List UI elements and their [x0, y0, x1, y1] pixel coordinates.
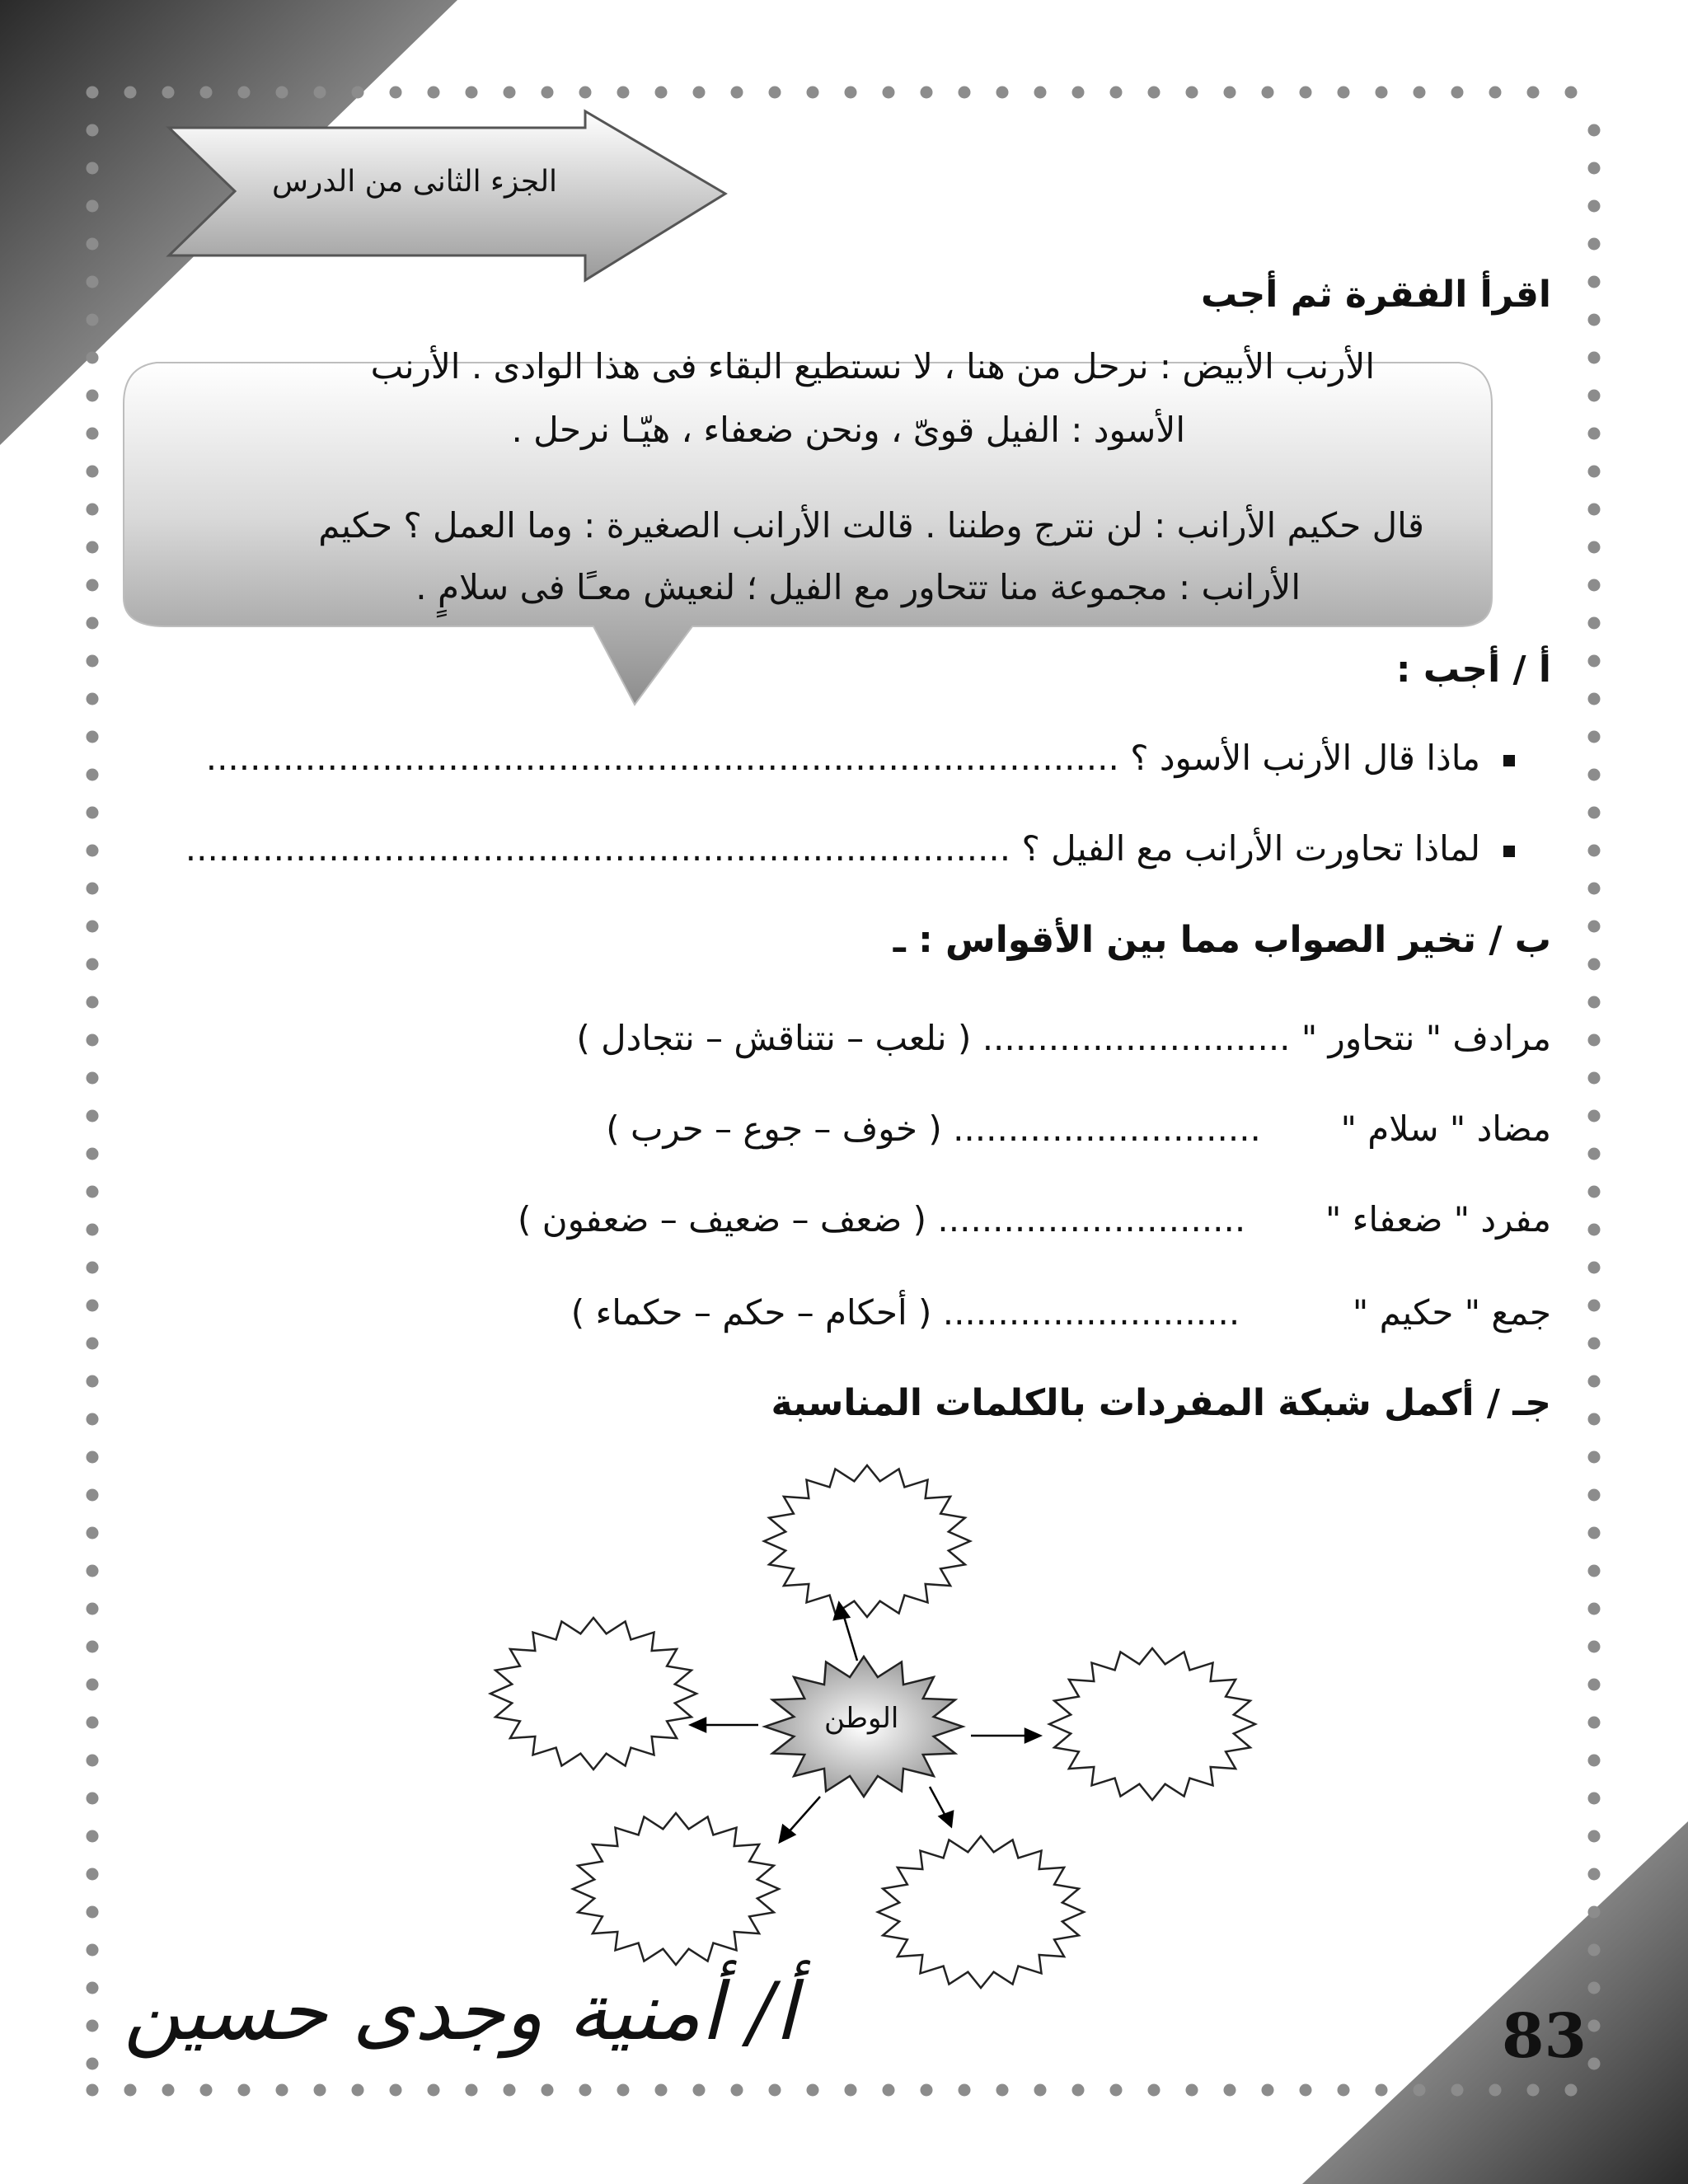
choice-prompt: جمع " حكيم ": [1352, 1292, 1551, 1333]
passage-line: الأرنب الأبيض : نرحل من هنا ، لا نستطيع البقاء فى هذا الوادى . الأرنب: [370, 346, 1375, 387]
answer-dots[interactable]: ............................: [937, 1199, 1246, 1240]
frame-dot: [87, 1641, 99, 1653]
frame-dot: [1588, 1034, 1601, 1047]
frame-dot: [87, 1565, 99, 1577]
choice-options: ( نلعب – نتناقش – نتجادل ): [576, 1018, 972, 1058]
frame-dot: [314, 87, 326, 99]
frame-dot: [1588, 1906, 1601, 1919]
frame-dot: [731, 87, 743, 99]
frame-dot: [1414, 87, 1426, 99]
web-node-bottom-right: [878, 1836, 1084, 1988]
question-2: [185, 828, 1515, 869]
frame-dot: [1588, 731, 1601, 743]
frame-dot: [1588, 1224, 1601, 1236]
answer-dots[interactable]: ...................................................................................: [205, 738, 1119, 778]
frame-dot: [769, 2084, 781, 2097]
frame-dot: [1588, 1262, 1601, 1274]
frame-dot: [1588, 807, 1601, 819]
frame-dot: [87, 428, 99, 440]
web-node-bottom-left: [573, 1813, 779, 1965]
frame-dot: [1588, 200, 1601, 213]
frame-dot: [1588, 883, 1601, 895]
frame-dot: [1588, 617, 1601, 630]
frame-dot: [807, 2084, 819, 2097]
frame-dot: [1588, 1982, 1601, 1994]
frame-dot: [87, 1603, 99, 1615]
frame-dot: [1565, 2084, 1578, 2097]
frame-dot: [87, 1830, 99, 1843]
frame-dot: [1588, 1793, 1601, 1805]
question-text: لماذا تحاورت الأرانب مع الفيل ؟: [1021, 828, 1480, 869]
frame-dot: [87, 1906, 99, 1919]
frame-dot: [238, 2084, 251, 2097]
frame-dot: [959, 2084, 971, 2097]
frame-dot: [1588, 162, 1601, 175]
frame-dot: [1588, 579, 1601, 592]
frame-dot: [87, 579, 99, 592]
frame-dot: [162, 87, 175, 99]
frame-dot: [1588, 124, 1601, 137]
frame-dot: [1110, 2084, 1123, 2097]
frame-dot: [1300, 2084, 1312, 2097]
frame-dot: [87, 1451, 99, 1464]
frame-dot: [1148, 2084, 1160, 2097]
frame-dot: [921, 2084, 933, 2097]
frame-dot: [1262, 2084, 1274, 2097]
author-signature: أ/ أمنية وجدى حسين: [124, 1966, 797, 2058]
frame-dot: [959, 87, 971, 99]
frame-dot: [1588, 1186, 1601, 1198]
frame-dot: [87, 1072, 99, 1085]
frame-dot: [655, 2084, 668, 2097]
frame-dot: [1588, 1489, 1601, 1502]
page-number: 83: [1502, 2001, 1587, 2072]
frame-dot: [87, 1717, 99, 1729]
frame-dot: [87, 1110, 99, 1122]
frame-dot: [693, 87, 706, 99]
frame-dot: [1451, 87, 1464, 99]
frame-dot: [1588, 1451, 1601, 1464]
frame-dot: [883, 87, 895, 99]
frame-dot: [1527, 2084, 1540, 2097]
frame-dot: [579, 87, 592, 99]
frame-dot: [390, 2084, 402, 2097]
frame-dot: [1588, 1679, 1601, 1691]
frame-dot: [1588, 238, 1601, 251]
frame-dot: [87, 655, 99, 668]
frame-dot: [87, 390, 99, 402]
frame-dot: [87, 124, 99, 137]
frame-dot: [87, 617, 99, 630]
frame-dot: [1588, 541, 1601, 554]
frame-dot: [87, 769, 99, 781]
frame-dot: [1588, 1527, 1601, 1540]
frame-dot: [87, 1262, 99, 1274]
frame-dot: [1588, 1148, 1601, 1160]
choice-options: ( خوف – جوع – حرب ): [606, 1108, 942, 1149]
frame-dot: [87, 883, 99, 895]
frame-dot: [1588, 1565, 1601, 1577]
frame-dot: [87, 2084, 99, 2097]
frame-dot: [655, 87, 668, 99]
choice-options: ( أحكام – حكم – حكماء ): [570, 1292, 932, 1333]
frame-dot: [1148, 87, 1160, 99]
frame-dot: [1588, 2020, 1601, 2032]
frame-dot: [1588, 996, 1601, 1009]
frame-dot: [1588, 1944, 1601, 1957]
frame-dot: [276, 2084, 288, 2097]
frame-dot: [87, 1148, 99, 1160]
frame-dot: [1588, 504, 1601, 516]
question-1: [206, 738, 1515, 778]
frame-dot: [87, 466, 99, 478]
frame-dot: [1588, 1641, 1601, 1653]
header-arrow-label: الجزء الثانى من الدرس: [272, 165, 558, 199]
frame-dot: [542, 87, 554, 99]
frame-dot: [1588, 2058, 1601, 2070]
frame-dot: [1414, 2084, 1426, 2097]
frame-dot: [1489, 2084, 1502, 2097]
frame-dot: [87, 958, 99, 971]
frame-dot: [1588, 276, 1601, 288]
web-node-top: [764, 1465, 970, 1617]
frame-dot: [87, 352, 99, 364]
frame-dot: [87, 1376, 99, 1388]
frame-dot: [87, 1944, 99, 1957]
passage-line: الأرانب : مجموعة منا تتحاور مع الفيل ؛ لنعيش معـًا فى سلامٍ .: [415, 567, 1301, 607]
choice-item: [606, 1108, 1551, 1149]
frame-dot: [769, 87, 781, 99]
frame-dot: [1338, 87, 1350, 99]
frame-dot: [87, 1527, 99, 1540]
frame-dot: [87, 87, 99, 99]
choice-prompt: مرادف " نتحاور ": [1301, 1018, 1551, 1058]
frame-dot: [1588, 1830, 1601, 1843]
frame-dot: [1186, 2084, 1198, 2097]
frame-dot: [1527, 87, 1540, 99]
frame-dot: [1588, 1300, 1601, 1312]
instruction-heading: اقرأ الفقرة ثم أجب: [1201, 274, 1551, 316]
frame-dot: [504, 87, 516, 99]
frame-dot: [1588, 390, 1601, 402]
answer-dots[interactable]: ...........................................................................: [185, 828, 1011, 869]
section-a-title: أ / أجب :: [1395, 649, 1551, 691]
frame-dot: [1451, 2084, 1464, 2097]
frame-dot: [87, 845, 99, 857]
frame-dot: [1376, 2084, 1388, 2097]
frame-dot: [87, 1338, 99, 1350]
frame-dot: [87, 1868, 99, 1881]
choice-item: [576, 1018, 1551, 1058]
frame-dot: [921, 87, 933, 99]
frame-dot: [428, 2084, 440, 2097]
frame-dot: [1588, 428, 1601, 440]
frame-dot: [883, 2084, 895, 2097]
corner-bottom-right: [1302, 1821, 1688, 2184]
frame-dot: [504, 2084, 516, 2097]
frame-dot: [87, 1034, 99, 1047]
frame-dot: [1588, 1338, 1601, 1350]
question-text: ماذا قال الأرنب الأسود ؟: [1130, 738, 1480, 778]
frame-dot: [87, 1300, 99, 1312]
frame-dot: [87, 996, 99, 1009]
frame-dot: [87, 200, 99, 213]
frame-dot: [1588, 655, 1601, 668]
frame-dot: [87, 2020, 99, 2032]
frame-dot: [352, 87, 364, 99]
frame-dot: [1588, 958, 1601, 971]
frame-dot: [1588, 1868, 1601, 1881]
frame-dot: [87, 2058, 99, 2070]
frame-dot: [1588, 1110, 1601, 1122]
frame-dot: [542, 2084, 554, 2097]
frame-dot: [996, 87, 1009, 99]
answer-dots[interactable]: ...........................: [942, 1292, 1240, 1333]
frame-dot: [428, 87, 440, 99]
frame-dot: [1588, 1603, 1601, 1615]
answer-dots[interactable]: ............................: [982, 1018, 1291, 1058]
passage-line: قال حكيم الأرانب : لن نترج وطننا . قالت الأرانب الصغيرة : وما العمل ؟ حكيم: [318, 505, 1424, 546]
choice-item: [518, 1199, 1551, 1240]
frame-dot: [807, 87, 819, 99]
frame-dot: [162, 2084, 175, 2097]
frame-dot: [1376, 87, 1388, 99]
frame-dot: [124, 2084, 137, 2097]
frame-dot: [617, 2084, 630, 2097]
web-node-left: [490, 1618, 696, 1769]
frame-dot: [238, 87, 251, 99]
bullet-icon: [1503, 755, 1515, 766]
choice-item: [571, 1292, 1551, 1333]
frame-dot: [1588, 769, 1601, 781]
frame-dot: [1224, 2084, 1236, 2097]
frame-dot: [87, 1413, 99, 1426]
frame-dot: [466, 2084, 478, 2097]
frame-dot: [87, 1755, 99, 1767]
frame-dot: [390, 87, 402, 99]
frame-dot: [1034, 2084, 1047, 2097]
frame-dot: [87, 1982, 99, 1994]
frame-dot: [1588, 466, 1601, 478]
choice-prompt: مفرد " ضعفاء ": [1325, 1199, 1551, 1240]
frame-dot: [845, 87, 857, 99]
frame-dot: [1110, 87, 1123, 99]
frame-dot: [87, 1679, 99, 1691]
frame-dot: [1072, 2084, 1085, 2097]
frame-dot: [731, 2084, 743, 2097]
frame-dot: [617, 87, 630, 99]
frame-dot: [87, 276, 99, 288]
frame-dot: [466, 87, 478, 99]
frame-dot: [1186, 87, 1198, 99]
frame-dot: [1588, 1376, 1601, 1388]
frame-dot: [314, 2084, 326, 2097]
frame-dot: [124, 87, 137, 99]
frame-dot: [1588, 352, 1601, 364]
frame-dot: [579, 2084, 592, 2097]
choice-options: ( ضعف – ضعيف – ضعفون ): [517, 1199, 927, 1240]
frame-dot: [87, 504, 99, 516]
frame-dot: [1489, 87, 1502, 99]
frame-dot: [1588, 1755, 1601, 1767]
frame-dot: [1588, 1072, 1601, 1085]
section-c-title: جـ / أكمل شبكة المفردات بالكلمات المناسبة: [771, 1382, 1551, 1424]
bullet-icon: [1503, 846, 1515, 857]
frame-dot: [1224, 87, 1236, 99]
web-center-word: الوطن: [824, 1702, 899, 1735]
frame-dot: [693, 2084, 706, 2097]
frame-dot: [1338, 2084, 1350, 2097]
answer-dots[interactable]: ............................: [953, 1108, 1261, 1149]
frame-dot: [87, 921, 99, 933]
frame-dot: [87, 541, 99, 554]
frame-dot: [87, 1186, 99, 1198]
frame-dot: [1034, 87, 1047, 99]
frame-dot: [1588, 1413, 1601, 1426]
frame-dot: [1565, 87, 1578, 99]
frame-dot: [1262, 87, 1274, 99]
frame-dot: [276, 87, 288, 99]
frame-dot: [1072, 87, 1085, 99]
frame-dot: [87, 314, 99, 326]
frame-dot: [352, 2084, 364, 2097]
frame-dot: [996, 2084, 1009, 2097]
frame-dot: [1300, 87, 1312, 99]
frame-dot: [87, 1489, 99, 1502]
frame-dot: [87, 238, 99, 251]
frame-dot: [87, 1793, 99, 1805]
web-node-right: [1049, 1648, 1255, 1800]
frame-dot: [1588, 921, 1601, 933]
frame-dot: [87, 162, 99, 175]
frame-dot: [1588, 845, 1601, 857]
frame-dot: [845, 2084, 857, 2097]
frame-dot: [1588, 1717, 1601, 1729]
frame-dot: [87, 1224, 99, 1236]
frame-dot: [87, 693, 99, 705]
frame-dot: [1588, 693, 1601, 705]
choice-prompt: مضاد " سلام ": [1340, 1108, 1551, 1149]
passage-line: الأسود : الفيل قوىّ ، ونحن ضعفاء ، هيّـا نرحل .: [511, 410, 1185, 450]
frame-dot: [1588, 314, 1601, 326]
section-b-title: ب / تخير الصواب مما بين الأقواس : ـ: [893, 919, 1551, 961]
frame-dot: [87, 731, 99, 743]
frame-dot: [200, 87, 213, 99]
frame-dot: [200, 2084, 213, 2097]
frame-dot: [87, 807, 99, 819]
